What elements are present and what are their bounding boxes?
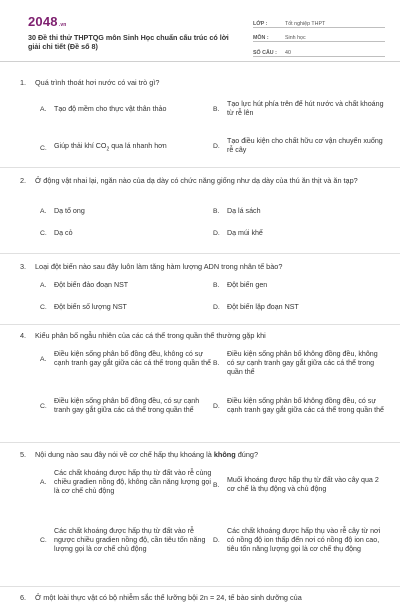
question-text: Nội dung nào sau đây nói về cơ chế hấp thụ khoáng là không đúng?: [35, 450, 259, 459]
option-b[interactable]: [213, 476, 385, 494]
site-logo[interactable]: 2048.vn: [28, 14, 67, 29]
option-text: Điều kiện sống phân bố đồng đều, không có sự cạnh tranh gay gắt giữa các cá thể trong quần thể: [54, 350, 211, 368]
meta-value: 40: [285, 49, 291, 56]
option-letter: C.: [40, 402, 47, 410]
option-text: Đột biến đảo đoạn NST: [54, 281, 129, 289]
option-d[interactable]: [213, 303, 385, 312]
option-text: Muối khoáng được hấp thụ từ đất vào cây qua 2 cơ chế là thụ động và chủ động: [227, 476, 379, 494]
option-c[interactable]: [40, 527, 212, 555]
option-a[interactable]: [40, 281, 210, 290]
question-5: [20, 450, 382, 554]
question-number: 6.: [20, 593, 27, 602]
question-6: [20, 593, 382, 603]
option-c[interactable]: [40, 229, 210, 238]
option-d[interactable]: [213, 527, 385, 555]
question-divider: [0, 253, 400, 254]
option-text: Tạo lực hút phía trên để hút nước và chất khoáng từ rễ lên: [227, 100, 384, 118]
option-letter: D.: [213, 304, 220, 311]
meta-row-count: [253, 43, 385, 57]
option-text: Điều kiện sống phân bố không đồng đều, không có sự cạnh tranh gay gắt giữa các cá thể trong quần thể: [227, 350, 378, 377]
option-a[interactable]: [40, 350, 212, 368]
option-letter: A.: [40, 208, 47, 215]
question-number: 5.: [20, 450, 27, 459]
option-b[interactable]: [213, 350, 385, 378]
question-text: Ở một loài thực vật có bộ nhiễm sắc thể lưỡng bội 2n = 24, tế bào sinh dưỡng của: [35, 593, 302, 602]
meta-row-class: [253, 14, 385, 28]
question-text: Kiểu phân bố ngẫu nhiên của các cá thể trong quần thể thường gặp khi: [35, 331, 266, 340]
option-letter: B.: [213, 282, 220, 289]
option-text: Dạ lá sách: [227, 207, 261, 215]
option-text: Các chất khoáng được hấp thụ từ đất vào rễ ngược chiều gradien nồng độ, cần tiêu tốn năng lượng gọi là cơ chế chủ động: [54, 527, 206, 554]
meta-row-subject: [253, 29, 385, 43]
meta-value: Tốt nghiệp THPT: [285, 20, 326, 27]
question-1: [20, 78, 384, 155]
question-divider: [0, 586, 400, 587]
question-number: 4.: [20, 331, 27, 340]
option-b[interactable]: [213, 207, 385, 216]
meta-key: MÔN :: [253, 35, 269, 41]
option-text: Các chất khoáng được hấp thụ từ đất vào rễ cùng chiều gradien nồng độ, không cần năng lượng gọi là cơ chế chủ động: [54, 469, 212, 496]
meta-table: [253, 14, 385, 58]
option-b[interactable]: [213, 100, 385, 118]
option-letter: B.: [213, 481, 220, 489]
document-title: 30 Đề thi thử THPTQG môn Sinh Học chuẩn cấu trúc có lời giải chi tiết (Đề số 8): [28, 33, 229, 51]
option-letter: B.: [213, 208, 220, 215]
option-c[interactable]: [40, 397, 212, 415]
option-text: Dạ múi khế: [227, 229, 263, 237]
option-letter: C.: [40, 230, 47, 237]
option-letter: A.: [40, 282, 47, 289]
option-text: Đột biến số lượng NST: [54, 303, 127, 311]
option-text: Đột biến gen: [227, 281, 268, 289]
option-letter: C.: [40, 537, 47, 545]
option-d[interactable]: [213, 229, 385, 238]
question-4: [20, 331, 384, 415]
option-text: Điều kiện sống phân bố đồng đều, có sự cạnh tranh gay gắt giữa các cá thể trong quần thể: [54, 397, 200, 415]
option-c[interactable]: [40, 303, 210, 312]
option-d[interactable]: [213, 137, 385, 155]
option-letter: A.: [40, 106, 47, 113]
option-letter: A.: [40, 479, 47, 487]
option-text: Đột biến lặp đoạn NST: [227, 303, 299, 311]
meta-key: LỚP :: [253, 20, 268, 27]
option-letter: C.: [40, 144, 47, 152]
header-divider: [0, 61, 400, 62]
question-number: 1.: [20, 78, 27, 87]
question-number: 2.: [20, 176, 27, 185]
option-text: Tạo độ mềm cho thực vật thân thảo: [54, 105, 167, 113]
option-letter: B.: [213, 360, 220, 368]
option-letter: D.: [213, 230, 220, 237]
option-a[interactable]: [40, 469, 212, 497]
option-d[interactable]: [213, 397, 385, 415]
option-letter: A.: [40, 355, 47, 363]
option-letter: D.: [213, 537, 220, 545]
option-text: Điều kiện sống phân bố không đồng đều, có sự cạnh tranh gay gắt giữa các cá thể trong quần thể: [227, 397, 384, 415]
meta-value: Sinh học: [285, 35, 306, 41]
question-number: 3.: [20, 262, 27, 271]
option-text: Giúp thải khí $CO_2$ qua lá nhanh hơn: [54, 142, 167, 153]
emphasis-text: không: [213, 450, 236, 459]
question-divider: [0, 442, 400, 443]
option-a[interactable]: [40, 207, 210, 216]
option-text: Dạ tổ ong: [54, 207, 85, 215]
question-2: [20, 176, 382, 237]
question-text: Loại đột biến nào sau đây luôn làm tăng hàm lượng ADN trong nhân tế bào?: [35, 262, 283, 271]
document-header: [28, 14, 384, 54]
meta-key: SỐ CÂU :: [253, 49, 277, 56]
option-letter: D.: [213, 142, 220, 150]
option-text: Tạo điều kiện cho chất hữu cơ vận chuyển xuống rễ cây: [227, 137, 383, 155]
option-a[interactable]: [40, 105, 210, 114]
option-c[interactable]: [40, 142, 210, 155]
question-divider: [0, 167, 400, 168]
option-letter: D.: [213, 402, 220, 410]
question-text: Ở động vật nhai lại, ngăn nào của dạ dày có chức năng giống như dạ dày của thú ăn thịt và ăn tạp?: [35, 176, 358, 185]
question-text: Quá trình thoát hơi nước có vai trò gì?: [35, 78, 160, 87]
question-divider: [0, 324, 400, 325]
option-letter: C.: [40, 304, 47, 311]
question-3: [20, 262, 382, 311]
option-text: Dạ cỏ: [54, 229, 73, 237]
option-letter: B.: [213, 105, 220, 113]
option-text: Các chất khoáng được hấp thụ vào rễ cây từ nơi có nồng độ ion thấp đến nơi có nồng độ ion cao, tiêu tốn năng lượng gọi là cơ chế thụ động: [227, 527, 381, 554]
option-b[interactable]: [213, 281, 385, 290]
